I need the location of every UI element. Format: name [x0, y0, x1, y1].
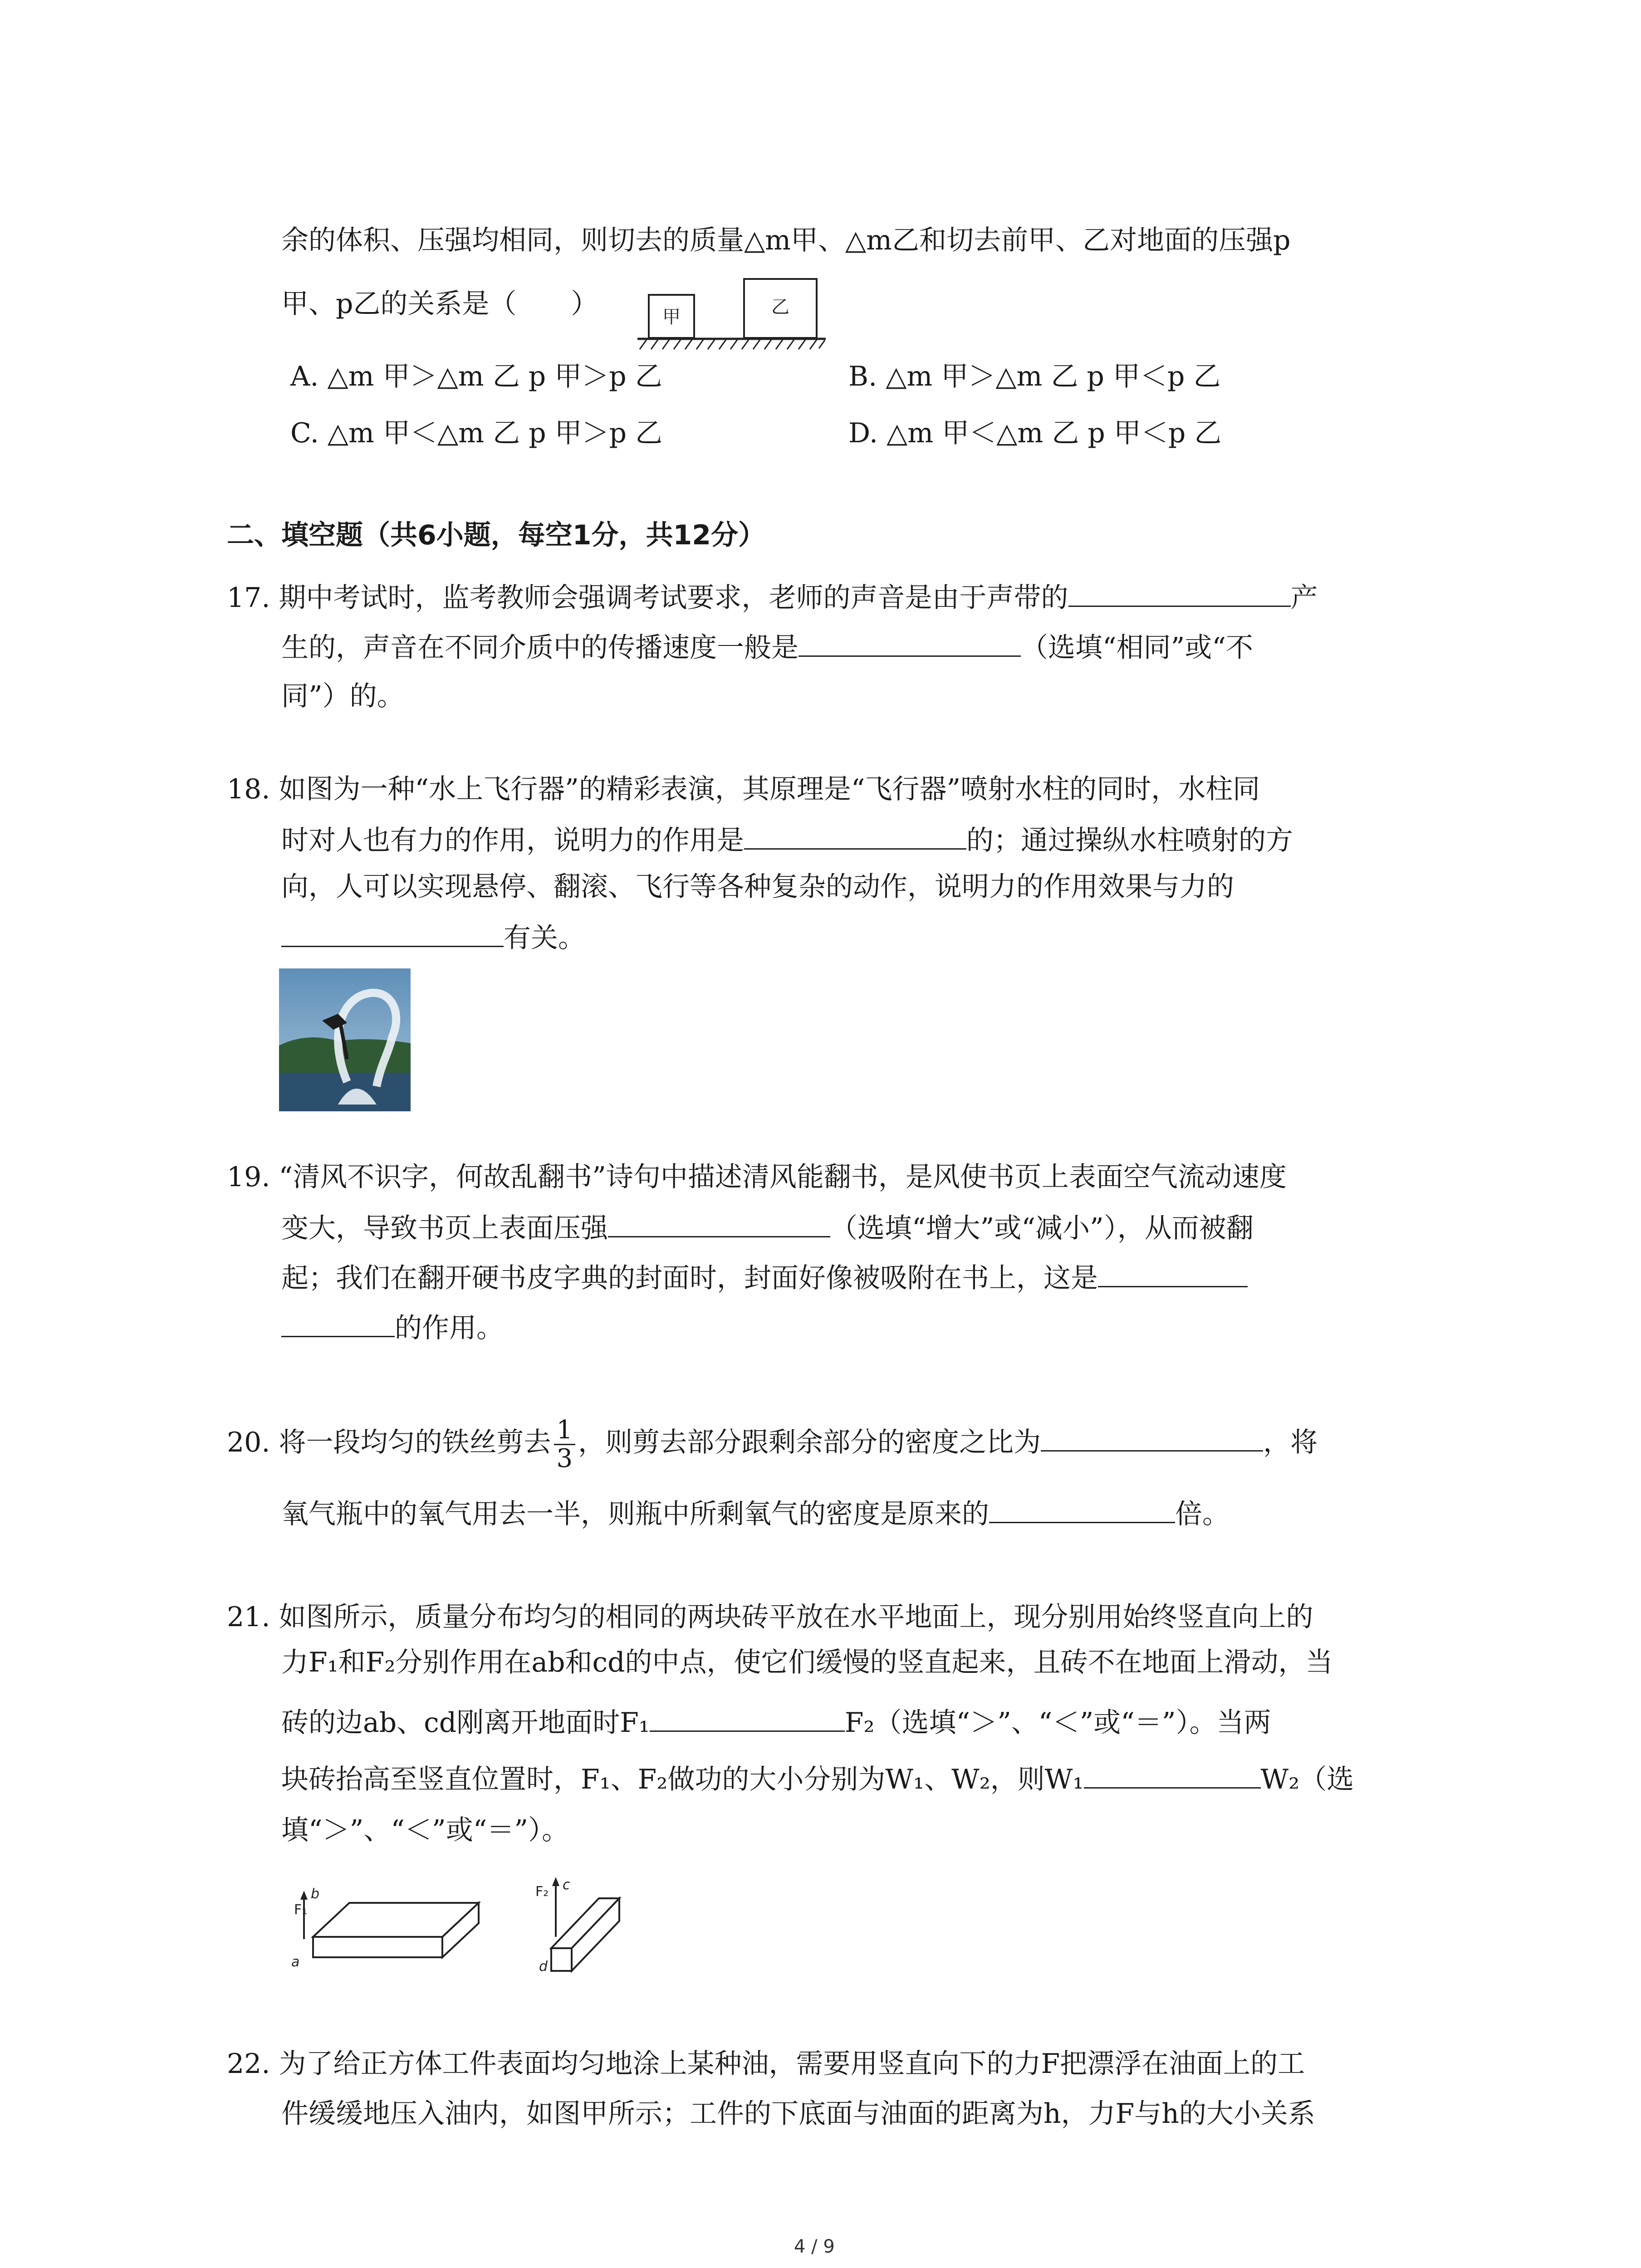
q21-line4 — [281, 1760, 1354, 1798]
q21-text-4a: 块砖抬高至竖直位置时，F₁、F₂做功的大小分别为W₁、W₂，则W₁ — [281, 1764, 1084, 1795]
brick-left-front — [313, 1937, 442, 1957]
q19-blank-2b[interactable] — [281, 1309, 395, 1337]
q17-text-2b: （选填“相同”或“不 — [1021, 632, 1254, 664]
q17-line3: 同”）的。 — [281, 680, 404, 712]
f2-arrowhead — [552, 1877, 559, 1886]
q21-line3 — [281, 1703, 1271, 1741]
q16-line2: 甲、p乙的关系是（ ） — [281, 288, 598, 320]
label-a: a — [291, 1954, 300, 1970]
q18-line1: 18. 如图为一种“水上飞行器”的精彩表演，其原理是“飞行器”喷射水柱的同时，水柱同 — [227, 773, 1260, 805]
q16-option-b[interactable]: B. △m 甲＞△m 乙 p 甲＜p 乙 — [848, 361, 1221, 392]
q18-blank-1[interactable] — [744, 821, 966, 850]
f2-label: F₂ — [535, 1884, 549, 1900]
label-b: b — [311, 1886, 320, 1902]
q18-water-flyer-photo — [279, 968, 411, 1111]
q19-blank-1[interactable] — [608, 1209, 830, 1237]
q20-blank-1[interactable] — [1041, 1423, 1263, 1452]
q21-blank-2[interactable] — [1084, 1760, 1261, 1789]
q21-figure — [290, 1873, 635, 1987]
q17-text-1b: 产 — [1290, 582, 1318, 614]
q19-text-2b: （选填“增大”或“减小”），从而被翻 — [830, 1212, 1254, 1244]
q19-line3 — [281, 1259, 1248, 1296]
brick-right-front — [551, 1948, 572, 1971]
f1-arrowhead — [300, 1891, 308, 1900]
q19-line2 — [281, 1209, 1254, 1246]
q17-line1 — [227, 578, 1318, 616]
q17-blank-2[interactable] — [798, 628, 1021, 657]
q20-line1 — [227, 1415, 1318, 1472]
q16-option-c[interactable]: C. △m 甲＜△m 乙 p 甲＞p 乙 — [290, 417, 663, 449]
q18-line3: 向，人可以实现悬停、翻滚、飞行等各种复杂的动作，说明力的作用效果与力的 — [281, 871, 1234, 903]
q21-text-4b: W₂（选 — [1260, 1764, 1354, 1795]
block-yi-label: 乙 — [771, 297, 789, 318]
q20-text-1c: ，将 — [1263, 1427, 1318, 1458]
q21-blank-1[interactable] — [650, 1703, 845, 1732]
q21-line2: 力F₁和F₂分别作用在ab和cd的中点，使它们缓慢的竖直起来，且砖不在地面上滑动，当 — [281, 1647, 1333, 1678]
q17-text-1a: 17. 期中考试时，监考教师会强调考试要求，老师的声音是由于声带的 — [227, 582, 1068, 614]
q21-line5: 填“＞”、“＜”或“＝”）。 — [281, 1814, 569, 1846]
q18-line4 — [281, 919, 585, 956]
q20-text-1b: ，则剪去部分跟剩余部分的密度之比为 — [578, 1427, 1041, 1458]
q20-fraction — [554, 1417, 576, 1472]
q22-line2: 件缓缓地压入油内，如图甲所示；工件的下底面与油面的距离为h，力F与h的大小关系 — [281, 2098, 1315, 2130]
q21-text-3a: 砖的边ab、cd刚离开地面时F₁ — [281, 1707, 650, 1739]
q19-line1: 19. “清风不识字，何故乱翻书”诗句中描述清风能翻书，是风使书页上表面空气流动速度 — [227, 1161, 1287, 1193]
q20-text-1a: 20. 将一段均匀的铁丝剪去 — [227, 1427, 551, 1458]
q21-line1: 21. 如图所示，质量分布均匀的相同的两块砖平放在水平地面上，现分别用始终竖直向上的 — [227, 1601, 1313, 1633]
q16-option-d[interactable]: D. △m 甲＜△m 乙 p 甲＜p 乙 — [848, 417, 1222, 449]
q21-text-3b: F₂（选填“＞”、“＜”或“＝”）。当两 — [844, 1707, 1271, 1739]
q20-line2 — [281, 1495, 1230, 1532]
label-d: d — [539, 1959, 548, 1975]
q17-line2 — [281, 628, 1253, 666]
q20-frac-num: 1 — [554, 1417, 576, 1445]
page-number: 4 / 9 — [794, 2236, 835, 2257]
block-jia-label: 甲 — [662, 307, 681, 327]
q22-line1: 22. 为了给正方体工件表面均匀地涂上某种油，需要用竖直向下的力F把漂浮在油面上的工 — [227, 2048, 1305, 2080]
q19-blank-2a[interactable] — [1098, 1259, 1248, 1287]
q16-line1: 余的体积、压强均相同，则切去的质量△m甲、△m乙和切去前甲、乙对地面的压强p — [281, 225, 1291, 256]
q16-option-a[interactable]: A. △m 甲＞△m 乙 p 甲＞p 乙 — [290, 361, 662, 392]
q18-text-2b: 的；通过操纵水柱喷射的方 — [966, 825, 1293, 856]
q20-text-2b: 倍。 — [1175, 1498, 1230, 1530]
q17-text-2a: 生的，声音在不同介质中的传播速度一般是 — [281, 632, 798, 664]
q20-blank-2[interactable] — [989, 1495, 1175, 1523]
q20-text-2a: 氧气瓶中的氧气用去一半，则瓶中所剩氧气的密度是原来的 — [281, 1498, 989, 1530]
ground-hatching — [640, 340, 825, 349]
q18-line2 — [281, 821, 1293, 859]
q18-text-4: 有关。 — [504, 922, 585, 954]
label-c: c — [563, 1877, 570, 1893]
q16-figure — [635, 272, 826, 354]
q20-frac-den: 3 — [556, 1443, 573, 1473]
f1-label: F₁ — [294, 1902, 308, 1918]
q19-text-3: 起；我们在翻开硬书皮字典的封面时，封面好像被吸附在书上，这是 — [281, 1262, 1098, 1294]
q18-text-2a: 时对人也有力的作用，说明力的作用是 — [281, 825, 744, 856]
q19-text-2a: 变大，导致书页上表面压强 — [281, 1212, 608, 1244]
q19-line4 — [281, 1309, 504, 1346]
q19-text-4: 的作用。 — [395, 1312, 504, 1344]
q17-blank-1[interactable] — [1068, 578, 1291, 607]
q18-blank-2[interactable] — [281, 919, 504, 947]
section2-heading: 二、填空题（共6小题，每空1分，共12分） — [227, 519, 765, 551]
